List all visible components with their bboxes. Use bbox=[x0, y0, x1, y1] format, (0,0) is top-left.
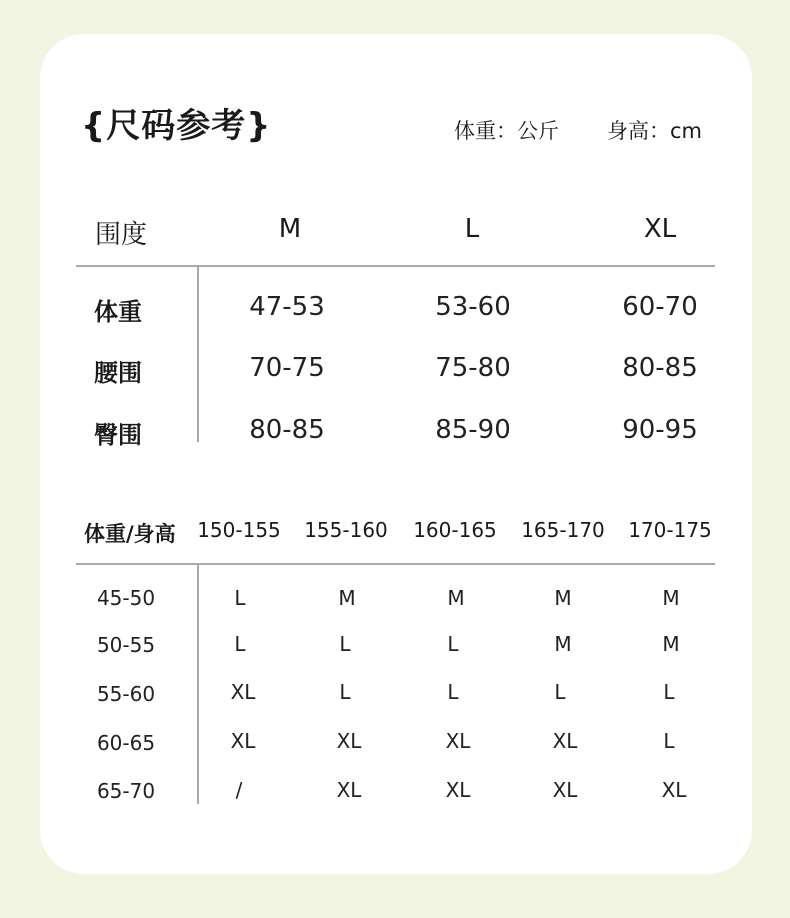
table-cell: L bbox=[554, 680, 566, 704]
table-cell: L bbox=[234, 632, 246, 656]
measurement-column-header: L bbox=[464, 214, 480, 244]
table-row-label: 60-65 bbox=[96, 731, 156, 755]
table-cell: M bbox=[554, 632, 572, 656]
table-cell: M bbox=[662, 632, 680, 656]
table-cell: L bbox=[663, 729, 675, 753]
table-cell: 60-70 bbox=[622, 292, 698, 322]
table-cell: XL bbox=[336, 778, 362, 802]
fit-table-corner-header: 体重/身高 bbox=[84, 522, 176, 546]
fit-label-divider bbox=[197, 564, 199, 804]
table-cell: 85-90 bbox=[435, 415, 511, 445]
fit-column-header: 165-170 bbox=[521, 518, 605, 542]
table-cell: 47-53 bbox=[249, 292, 325, 322]
table-cell: XL bbox=[445, 729, 471, 753]
table-row-label: 55-60 bbox=[96, 682, 156, 706]
table-cell: XL bbox=[661, 778, 687, 802]
table-row-label: 臀围 bbox=[94, 421, 142, 449]
table-cell: 80-85 bbox=[249, 415, 325, 445]
table-cell: L bbox=[339, 680, 351, 704]
table-cell: 70-75 bbox=[249, 353, 325, 383]
table-row-label: 45-50 bbox=[96, 586, 156, 610]
table-cell: XL bbox=[336, 729, 362, 753]
table-cell: M bbox=[554, 586, 572, 610]
table-cell: 90-95 bbox=[622, 415, 698, 445]
table-cell: L bbox=[447, 680, 459, 704]
measurement-table-corner-header: 围度 bbox=[95, 220, 148, 250]
table-cell: M bbox=[338, 586, 356, 610]
measurement-label-divider bbox=[197, 266, 199, 442]
table-cell: XL bbox=[552, 778, 578, 802]
measurement-column-header: M bbox=[278, 214, 302, 244]
measurement-header-divider bbox=[76, 265, 715, 267]
table-cell: / bbox=[235, 778, 243, 802]
table-cell: XL bbox=[445, 778, 471, 802]
table-cell: XL bbox=[230, 680, 256, 704]
table-cell: M bbox=[447, 586, 465, 610]
table-cell: L bbox=[663, 680, 675, 704]
fit-column-header: 170-175 bbox=[628, 518, 712, 542]
weight-unit-note: 体重：公斤 bbox=[454, 119, 559, 143]
table-cell: 80-85 bbox=[622, 353, 698, 383]
table-cell: 53-60 bbox=[435, 292, 511, 322]
table-cell: L bbox=[339, 632, 351, 656]
table-row-label: 体重 bbox=[94, 298, 142, 326]
fit-header-divider bbox=[76, 563, 715, 565]
table-row-label: 65-70 bbox=[96, 779, 156, 803]
page-title: {尺码参考} bbox=[81, 106, 272, 146]
table-row-label: 腰围 bbox=[94, 359, 142, 387]
table-cell: L bbox=[234, 586, 246, 610]
measurement-column-header: XL bbox=[643, 214, 677, 244]
height-unit-note: 身高：cm bbox=[607, 119, 703, 143]
fit-column-header: 160-165 bbox=[413, 518, 497, 542]
table-cell: L bbox=[447, 632, 459, 656]
table-cell: XL bbox=[230, 729, 256, 753]
fit-column-header: 150-155 bbox=[197, 518, 281, 542]
fit-column-header: 155-160 bbox=[304, 518, 388, 542]
table-row-label: 50-55 bbox=[96, 633, 156, 657]
table-cell: 75-80 bbox=[435, 353, 511, 383]
table-cell: XL bbox=[552, 729, 578, 753]
table-cell: M bbox=[662, 586, 680, 610]
